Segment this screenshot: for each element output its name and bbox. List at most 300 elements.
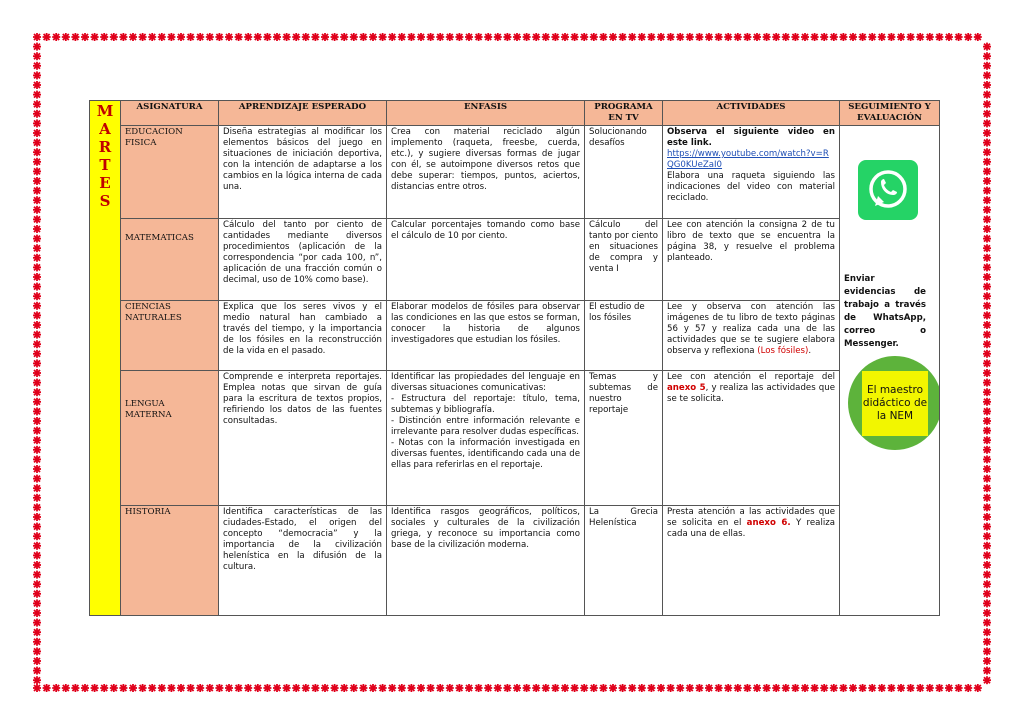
border-star <box>983 523 991 531</box>
border-star <box>33 273 41 281</box>
border-star <box>91 684 99 692</box>
border-star <box>580 684 588 692</box>
border-star <box>983 599 991 607</box>
border-star <box>33 684 41 692</box>
table-row <box>90 506 940 616</box>
border-star <box>475 33 483 41</box>
header-aprendizaje: APRENDIZAJE ESPERADO <box>219 101 387 126</box>
border-star <box>33 369 41 377</box>
border-star <box>33 62 41 70</box>
border-star <box>33 33 41 41</box>
table-row <box>90 301 940 371</box>
border-star <box>235 33 243 41</box>
border-star <box>887 684 895 692</box>
border-star <box>206 684 214 692</box>
border-star <box>676 33 684 41</box>
border-star <box>33 43 41 51</box>
border-star <box>513 33 521 41</box>
border-star <box>551 684 559 692</box>
border-star <box>983 417 991 425</box>
border-star <box>657 684 665 692</box>
border-star <box>43 33 51 41</box>
border-star <box>398 684 406 692</box>
border-star <box>33 523 41 531</box>
border-star <box>494 684 502 692</box>
border-star <box>340 684 348 692</box>
border-star <box>983 62 991 70</box>
border-star <box>33 446 41 454</box>
border-star <box>811 684 819 692</box>
enfasis-cell: Elaborar modelos de fósiles para observar las condiciones en las que estos se forman, conocer la historia de algunos investigadores que estudian los fósiles. <box>387 301 585 371</box>
border-star <box>187 684 195 692</box>
border-star <box>983 129 991 137</box>
border-star <box>782 684 790 692</box>
border-star <box>417 33 425 41</box>
border-star <box>379 33 387 41</box>
border-star <box>311 33 319 41</box>
border-star <box>71 684 79 692</box>
border-star <box>33 110 41 118</box>
border-star <box>33 283 41 291</box>
border-star <box>983 446 991 454</box>
header-asignatura: ASIGNATURA <box>121 101 219 126</box>
border-star <box>273 684 281 692</box>
border-star <box>983 503 991 511</box>
border-star <box>33 158 41 166</box>
border-star <box>465 33 473 41</box>
border-star <box>331 33 339 41</box>
border-star <box>599 33 607 41</box>
border-star <box>542 684 550 692</box>
border-star <box>743 684 751 692</box>
border-star <box>820 684 828 692</box>
border-star <box>446 684 454 692</box>
border-star <box>139 33 147 41</box>
border-star <box>983 81 991 89</box>
border-star <box>724 684 732 692</box>
border-star <box>33 427 41 435</box>
border-star <box>33 590 41 598</box>
border-star <box>801 33 809 41</box>
border-star <box>254 684 262 692</box>
border-star <box>983 667 991 675</box>
aprendizaje-cell: Diseña estrategias al modificar los elementos básicos del juego en situaciones de iniciación deportiva, con la intención de adaptarse a los cambios en la lógica interna de cada una. <box>219 126 387 219</box>
table-row <box>90 126 940 219</box>
border-star <box>983 340 991 348</box>
border-star <box>983 187 991 195</box>
actividades-cell <box>663 301 840 371</box>
border-star <box>33 609 41 617</box>
border-star <box>33 81 41 89</box>
border-star <box>33 532 41 540</box>
border-star <box>916 684 924 692</box>
border-star <box>839 33 847 41</box>
border-star <box>33 215 41 223</box>
border-star <box>33 302 41 310</box>
border-star <box>283 33 291 41</box>
border-star <box>983 177 991 185</box>
border-star <box>196 33 204 41</box>
activity-instruction: Observa el siguiente video en este link. <box>667 127 835 148</box>
activity-text: Lee con atención el reportaje del <box>667 372 835 382</box>
border-star <box>33 139 41 147</box>
border-star <box>964 684 972 692</box>
border-star <box>436 684 444 692</box>
border-star <box>743 33 751 41</box>
programa-cell: Cálculo del tanto por ciento en situaciones de compra y venta I <box>585 219 663 301</box>
border-star <box>983 148 991 156</box>
border-star <box>62 684 70 692</box>
border-star <box>33 388 41 396</box>
border-star <box>523 33 531 41</box>
header-actividades: ACTIVIDADES <box>663 101 840 126</box>
border-star <box>983 676 991 684</box>
subject-cell: HISTORIA <box>121 506 219 616</box>
border-star <box>244 33 252 41</box>
border-star <box>33 263 41 271</box>
border-star <box>580 33 588 41</box>
border-star <box>33 407 41 415</box>
seguimiento-cell <box>840 126 940 616</box>
border-star <box>628 33 636 41</box>
border-star <box>33 331 41 339</box>
border-star <box>33 225 41 233</box>
border-star <box>110 33 118 41</box>
border-star <box>33 254 41 262</box>
border-star <box>916 33 924 41</box>
border-star <box>868 684 876 692</box>
border-star <box>302 684 310 692</box>
subject-cell: MATEMATICAS <box>121 219 219 301</box>
border-star <box>91 33 99 41</box>
border-star <box>33 148 41 156</box>
border-star <box>983 52 991 60</box>
border-star <box>983 196 991 204</box>
border-star <box>33 359 41 367</box>
border-star <box>33 235 41 243</box>
border-star <box>695 33 703 41</box>
enfasis-line: - Notas con la información investigada en diversas fuentes, identificando cada una de ellas para referirlas en el reportaje. <box>391 438 580 470</box>
border-star <box>839 684 847 692</box>
border-star <box>33 340 41 348</box>
border-star <box>33 417 41 425</box>
border-star <box>983 311 991 319</box>
border-star <box>983 350 991 358</box>
weekly-plan-sheet <box>89 100 939 615</box>
border-star <box>340 33 348 41</box>
border-star <box>33 129 41 137</box>
border-star <box>983 551 991 559</box>
border-star <box>983 43 991 51</box>
border-star <box>81 684 89 692</box>
border-star <box>983 484 991 492</box>
border-star <box>983 292 991 300</box>
border-star <box>494 33 502 41</box>
border-star <box>590 684 598 692</box>
activity-text: Elabora una raqueta siguiendo las indicaciones del video con material reciclado. <box>667 171 835 203</box>
border-star <box>33 71 41 79</box>
border-star <box>907 33 915 41</box>
border-star <box>628 684 636 692</box>
border-star <box>983 455 991 463</box>
table-row <box>90 219 940 301</box>
border-star <box>715 33 723 41</box>
border-star <box>647 684 655 692</box>
enfasis-cell: Calcular porcentajes tomando como base el cálculo de 10 por ciento. <box>387 219 585 301</box>
border-star <box>599 684 607 692</box>
border-star <box>983 647 991 655</box>
subject-cell: CIENCIAS NATURALES <box>121 301 219 371</box>
table-row <box>90 371 940 506</box>
border-star <box>388 684 396 692</box>
border-star <box>119 684 127 692</box>
border-star <box>331 684 339 692</box>
border-star <box>33 350 41 358</box>
border-star <box>945 684 953 692</box>
border-star <box>187 33 195 41</box>
border-star <box>983 302 991 310</box>
programa-cell: La Grecia Helenística <box>585 506 663 616</box>
border-star <box>427 684 435 692</box>
programa-cell: Solucionando desafíos <box>585 126 663 219</box>
border-star <box>33 119 41 127</box>
border-star <box>638 684 646 692</box>
border-star <box>686 684 694 692</box>
border-star <box>983 139 991 147</box>
border-star <box>235 684 243 692</box>
border-star <box>523 684 531 692</box>
activity-text-end: , y realiza las actividades que se te solicita. <box>667 383 835 404</box>
border-star <box>33 657 41 665</box>
border-star <box>983 283 991 291</box>
border-star <box>196 684 204 692</box>
border-star <box>763 33 771 41</box>
border-star <box>955 33 963 41</box>
border-star <box>110 684 118 692</box>
border-star <box>33 503 41 511</box>
border-star <box>513 684 521 692</box>
day-letter: E <box>99 174 111 192</box>
day-letter: T <box>99 156 111 174</box>
border-star <box>350 33 358 41</box>
border-star <box>763 684 771 692</box>
enfasis-line: - Distinción entre información relevante e irrelevante para resolver dudas específicas. <box>391 416 580 437</box>
border-star <box>907 684 915 692</box>
whatsapp-icon <box>858 160 918 220</box>
border-star <box>215 33 223 41</box>
border-star <box>446 33 454 41</box>
aprendizaje-cell: Explica que los seres vivos y el medio natural han cambiado a través del tiempo, y la importancia de los fósiles en la reconstrucción de la vida en el pasado. <box>219 301 387 371</box>
border-star <box>878 33 886 41</box>
border-star <box>359 33 367 41</box>
border-star <box>148 684 156 692</box>
border-star <box>647 33 655 41</box>
border-star <box>33 167 41 175</box>
youtube-video-link[interactable]: https://www.youtube.com/watch?v=RQG0KUeZaI0 <box>667 149 829 170</box>
border-star <box>359 684 367 692</box>
border-star <box>561 684 569 692</box>
border-star <box>177 684 185 692</box>
border-star <box>983 638 991 646</box>
activity-highlight: (Los fósiles) <box>757 346 809 356</box>
border-star <box>983 244 991 252</box>
activity-text: Presta atención a las actividades que se solicita en el <box>667 507 835 528</box>
border-star <box>62 33 70 41</box>
border-star <box>983 561 991 569</box>
border-star <box>983 609 991 617</box>
border-star <box>820 33 828 41</box>
day-letter: A <box>99 120 111 138</box>
border-star <box>33 676 41 684</box>
border-star <box>33 542 41 550</box>
border-star <box>983 657 991 665</box>
border-star <box>983 398 991 406</box>
border-star <box>667 33 675 41</box>
border-star <box>983 321 991 329</box>
border-star <box>33 206 41 214</box>
border-star <box>983 225 991 233</box>
border-star <box>33 561 41 569</box>
border-star <box>148 33 156 41</box>
border-star <box>657 33 665 41</box>
border-star <box>398 33 406 41</box>
plan-table <box>89 100 940 616</box>
border-star <box>542 33 550 41</box>
border-star <box>983 571 991 579</box>
border-star <box>139 684 147 692</box>
border-star <box>33 379 41 387</box>
border-star <box>100 684 108 692</box>
border-star <box>43 684 51 692</box>
border-star <box>369 684 377 692</box>
activity-text: Lee y observa con atención las imágenes de tu libro de texto páginas 56 y 57 y realiza cada una de las actividades que se te sugiere elabora observa y reflexiona <box>667 302 835 356</box>
border-star <box>427 33 435 41</box>
border-star <box>859 684 867 692</box>
border-star <box>695 684 703 692</box>
border-star <box>475 684 483 692</box>
border-star <box>503 684 511 692</box>
border-star <box>551 33 559 41</box>
border-star <box>983 388 991 396</box>
border-star <box>465 684 473 692</box>
border-star <box>561 33 569 41</box>
border-star <box>983 379 991 387</box>
border-star <box>158 33 166 41</box>
border-star <box>33 436 41 444</box>
border-star <box>983 119 991 127</box>
border-star <box>33 455 41 463</box>
border-star <box>619 33 627 41</box>
border-star <box>926 684 934 692</box>
border-star <box>33 484 41 492</box>
border-star <box>33 667 41 675</box>
border-star <box>244 684 252 692</box>
border-star <box>129 684 137 692</box>
border-star <box>350 684 358 692</box>
border-star <box>33 647 41 655</box>
border-star <box>609 684 617 692</box>
border-star <box>100 33 108 41</box>
border-star <box>935 33 943 41</box>
border-star <box>177 33 185 41</box>
border-star <box>571 33 579 41</box>
border-star <box>436 33 444 41</box>
border-star <box>772 684 780 692</box>
aprendizaje-cell: Identifica características de las ciudades-Estado, el origen del concepto “democracia” y la importancia de la civilización helenística en la difusión de la cultura. <box>219 506 387 616</box>
border-star <box>33 292 41 300</box>
border-star <box>983 215 991 223</box>
border-star <box>983 167 991 175</box>
border-star <box>983 619 991 627</box>
border-star <box>619 684 627 692</box>
border-star <box>724 33 732 41</box>
border-star <box>33 398 41 406</box>
border-star <box>484 33 492 41</box>
subject-cell: LENGUA MATERNA <box>121 371 219 506</box>
enfasis-line: Identificar las propiedades del lenguaje en diversas situaciones comunicativas: <box>391 372 580 393</box>
border-star <box>33 311 41 319</box>
border-star <box>33 628 41 636</box>
border-star <box>782 33 790 41</box>
actividades-cell <box>663 371 840 506</box>
actividades-cell: Lee con atención la consigna 2 de tu libro de texto que se encuentra la página 38, y resuelve el problema planteado. <box>663 219 840 301</box>
border-star <box>859 33 867 41</box>
enfasis-cell: Crea con material reciclado algún implemento (raqueta, freesbe, cuerda, etc.), y sugiere diversas formas de jugar con él, se autoimpone diversos retos que debe superar: tiempos, puntos, aciertos, distancias entre otros. <box>387 126 585 219</box>
border-star <box>830 684 838 692</box>
border-star <box>215 684 223 692</box>
border-star <box>791 33 799 41</box>
border-star <box>849 33 857 41</box>
border-star <box>638 33 646 41</box>
border-star <box>33 91 41 99</box>
border-star <box>33 638 41 646</box>
border-star <box>33 187 41 195</box>
border-star <box>33 599 41 607</box>
border-star <box>263 684 271 692</box>
header-row <box>90 101 940 126</box>
enfasis-line: - Estructura del reportaje: título, tema, subtemas y bibliografía. <box>391 394 580 415</box>
border-star <box>983 542 991 550</box>
border-star <box>983 71 991 79</box>
activity-text-end: Y realiza cada una de ellas. <box>667 518 836 539</box>
border-star <box>167 33 175 41</box>
border-star <box>302 33 310 41</box>
border-star <box>983 494 991 502</box>
border-star <box>455 684 463 692</box>
border-star <box>983 235 991 243</box>
border-star <box>983 273 991 281</box>
enfasis-cell <box>387 371 585 506</box>
border-star <box>225 33 233 41</box>
border-star <box>868 33 876 41</box>
border-star <box>983 475 991 483</box>
border-star <box>676 684 684 692</box>
border-star <box>887 33 895 41</box>
border-star <box>983 331 991 339</box>
border-star <box>273 33 281 41</box>
border-star <box>225 684 233 692</box>
border-star <box>33 100 41 108</box>
aprendizaje-cell: Cálculo del tanto por ciento de cantidades mediante diversos procedimientos (aplicación de la correspondencia “por cada 100, n”, aplicación de una fracción común o decimal, uso de 10% como base). <box>219 219 387 301</box>
border-star <box>974 33 982 41</box>
border-star <box>455 33 463 41</box>
border-star <box>33 475 41 483</box>
programa-cell: Temas y subtemas de nuestro reportaje <box>585 371 663 506</box>
border-star <box>311 684 319 692</box>
activity-highlight: anexo 6. <box>746 518 791 528</box>
border-star <box>369 33 377 41</box>
border-star <box>983 513 991 521</box>
